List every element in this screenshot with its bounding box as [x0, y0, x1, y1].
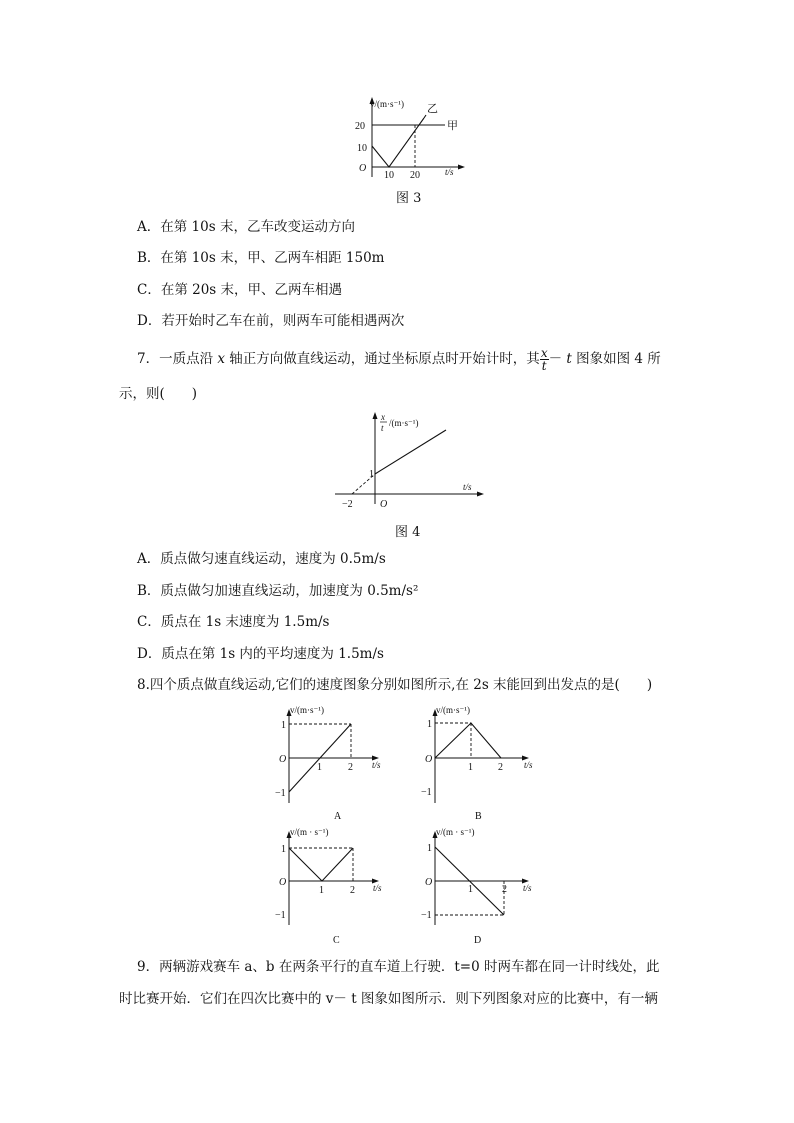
fig3-axis-t: t/s [445, 167, 454, 177]
q8b-tick-x2: 2 [498, 762, 503, 773]
q8c-tick-pos1: 1 [281, 844, 286, 855]
fig3-axis-v: v/(m·s⁻¹) [370, 99, 404, 109]
q6-option-d: D．若开始时乙车在前，则两车可能相遇两次 [137, 313, 405, 329]
q8c-label: C [333, 935, 340, 946]
q6-option-b: B．在第 10s 末，甲、乙两车相距 150m [137, 250, 385, 266]
q7-stem-line1 [137, 347, 661, 372]
q8a-tick-neg1: −1 [275, 788, 286, 799]
q8-graph-b [420, 703, 545, 823]
figure-4-caption: 图 4 [395, 525, 421, 540]
q8d-tick-pos1: 1 [427, 843, 432, 854]
q8-graph-a [275, 703, 390, 823]
q9-line2: 时比赛开始．它们在四次比赛中的 v－ t 图象如图所示．则下列图象对应的比赛中，有一辆 [119, 991, 658, 1007]
q8b-origin: O [425, 754, 433, 765]
q8b-axis-t: t/s [524, 760, 533, 770]
fig3-label-jia: 甲 [447, 120, 458, 132]
fig3-yi-tail [424, 115, 426, 118]
q7-option-c: C．质点在 1s 末速度为 1.5m/s [137, 614, 330, 630]
q7-stem-mid: 轴正方向做直线运动，通过坐标原点时开始计时，其 [225, 351, 540, 367]
fig3-label-yi: 乙 [427, 103, 438, 115]
q8d-label: D [474, 935, 482, 946]
q7-option-b: B．质点做匀加速直线运动，加速度为 0.5m/s² [137, 583, 419, 599]
q8b-tick-pos1: 1 [427, 719, 432, 730]
q8a-tick-pos1: 1 [281, 720, 286, 731]
q8d-tick-x2: 2 [502, 884, 507, 895]
fig4-axis-num: x [381, 412, 385, 422]
q8c-axis-t: t/s [373, 883, 382, 893]
q8b-label: B [475, 811, 482, 822]
figure-3-caption: 图 3 [396, 191, 422, 206]
fig3-ytick-20: 20 [355, 121, 365, 132]
q8c-origin: O [279, 877, 287, 888]
q7-stem-line2: 示，则( ) [119, 386, 198, 402]
fig3-xtick-20: 20 [410, 170, 420, 181]
q8d-axis-v: v/(m · s⁻¹) [436, 827, 475, 837]
q8a-label: A [334, 811, 342, 822]
q7-var-t: t [566, 351, 572, 367]
fig3-xtick-10: 10 [384, 170, 394, 181]
q8c-tick-x1: 1 [319, 885, 324, 896]
fig4-data-line [375, 430, 446, 474]
q8b-tick-x1: 1 [468, 762, 473, 773]
q7-option-a: A．质点做匀速直线运动，速度为 0.5m/s [137, 551, 386, 567]
figure-3-graph [355, 95, 465, 185]
q8-stem: 8.四个质点做直线运动,它们的速度图象分别如图所示,在 2s 末能回到出发点的是( ) [137, 677, 653, 693]
fig4-origin: O [380, 499, 388, 510]
q8a-tick-x2: 2 [348, 762, 353, 773]
fig3-origin: O [359, 163, 367, 174]
q9-line1: 9．两辆游戏赛车 a、b 在两条平行的直车道上行驶．t=0 时两车都在同一计时线处，此 [137, 959, 660, 975]
q8a-tick-x1: 1 [317, 762, 322, 773]
q8b-tick-neg1: −1 [421, 787, 432, 798]
q7-stem-end: 图象如图 4 所 [571, 351, 661, 367]
q7-option-d: D．质点在第 1s 内的平均速度为 1.5m/s [137, 646, 384, 662]
q7-var-x: x [217, 351, 226, 367]
q6-option-a: A．在第 10s 末，乙车改变运动方向 [137, 219, 355, 235]
q8-graph-c [275, 825, 390, 947]
q7-fraction [540, 347, 549, 372]
q7-frac-num: x [540, 346, 548, 360]
q8b-line [435, 723, 501, 758]
q8c-tick-x2: 2 [350, 885, 355, 896]
q8d-tick-neg1: −1 [421, 910, 432, 921]
q8d-origin: O [425, 877, 433, 888]
q8c-line [289, 848, 353, 881]
fig3-axes [370, 97, 466, 177]
fig4-axis-unit: /(m·s⁻¹) [389, 418, 419, 428]
fig4-ytick-1: 1 [369, 469, 374, 480]
q8a-axis-t: t/s [372, 760, 381, 770]
fig4-axis-t: t/s [463, 482, 472, 492]
fig4-xtick-neg2: −2 [342, 499, 353, 510]
figure-4-graph [330, 408, 490, 510]
q8b-axis-v: v/(m·s⁻¹) [436, 705, 470, 715]
q7-frac-den: t [541, 359, 547, 373]
q8d-axis-t: t/s [523, 883, 532, 893]
fig3-ytick-10: 10 [357, 143, 367, 154]
q7-stem-after: － [548, 351, 567, 367]
q8-graph-d [420, 825, 545, 947]
q8c-axis-v: v/(m · s⁻¹) [290, 827, 329, 837]
q8d-tick-x1: 1 [468, 884, 473, 895]
q8c-tick-neg1: −1 [275, 910, 286, 921]
q7-stem-before: 7．一质点沿 [137, 351, 218, 367]
q6-option-c: C．在第 20s 末，甲、乙两车相遇 [137, 282, 343, 298]
fig4-axis-den: t [381, 423, 384, 433]
q8a-axis-v: v/(m·s⁻¹) [290, 705, 324, 715]
q8a-origin: O [279, 754, 287, 765]
